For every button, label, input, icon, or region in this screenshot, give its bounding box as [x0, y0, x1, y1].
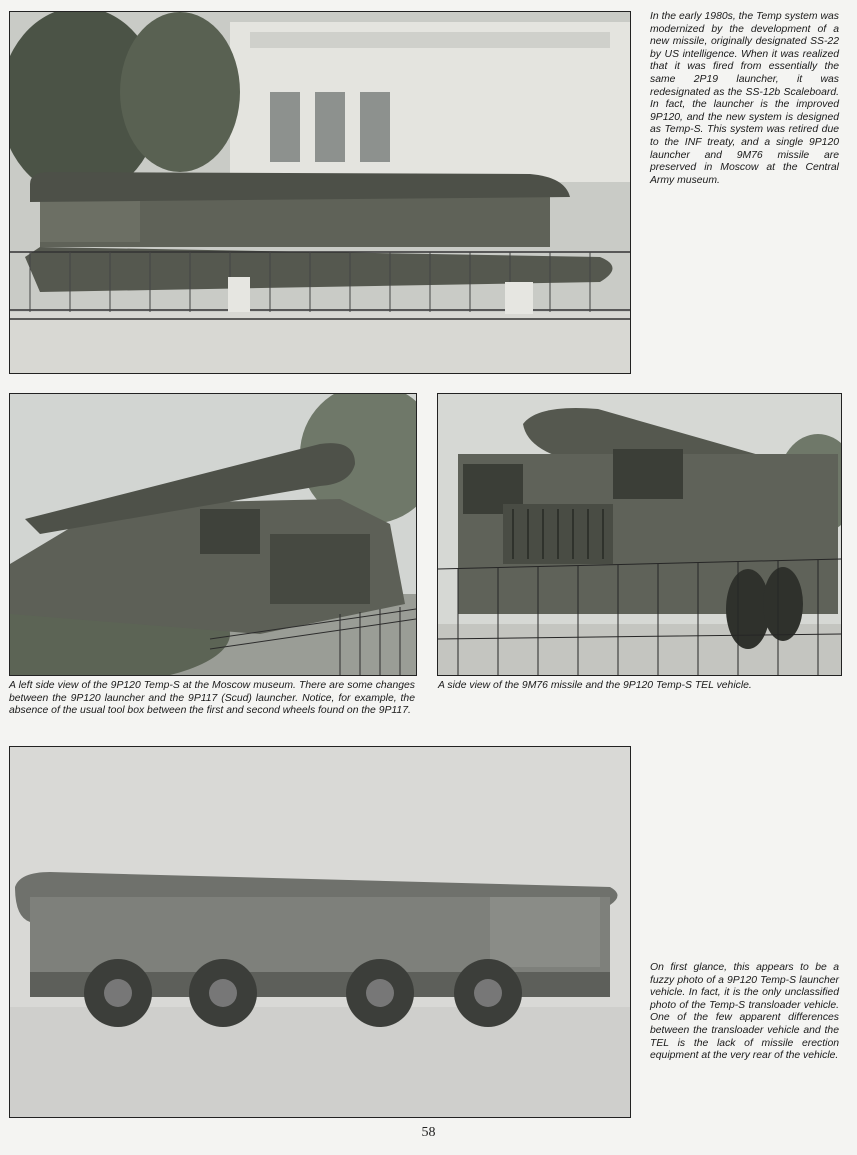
caption-9m76-tel-side: A side view of the 9M76 missile and the 9P120 Temp-S TEL vehicle. — [438, 680, 752, 691]
photo-9p120-left-side — [9, 393, 417, 676]
page-number: 58 — [421, 1125, 436, 1140]
photo-transloader-vehicle — [9, 746, 631, 1118]
caption-9p120-left-side: A left side view of the 9P120 Temp-S at the Moscow museum. There are some changes between the 9P120 launcher and the 9P117 (Scud) launcher. Notice, for example, the absence of the usual tool box between the first and second wheels found on the 9P117. — [9, 680, 415, 717]
caption-temp-s-history: In the early 1980s, the Temp system was modernized by the development of a new missile, originally designated SS-22 by US intelligence. When it was realized that it was fired from essentially the same 2P19 launcher, it was redesignated as the SS-12b Scaleboard. In fact, the launcher is the improved 9P120, and the new system is designed as Temp-S. This system was retired due to the INF treaty, and a single 9P120 launcher and 9M76 missile are preserved in Moscow at the Central Army museum. — [650, 11, 839, 186]
caption-transloader: On first glance, this appears to be a fuzzy photo of a 9P120 Temp-S launcher vehicle. In fact, it is the only unclassified photo of the Temp-S transloader vehicle. One of the few apparent differences between the transloader vehicle and the TEL is the lack of missile erection equipment at the very rear of the vehicle. — [650, 962, 839, 1062]
photo-museum-display — [9, 11, 631, 374]
photo-9m76-tel-front — [437, 393, 842, 676]
